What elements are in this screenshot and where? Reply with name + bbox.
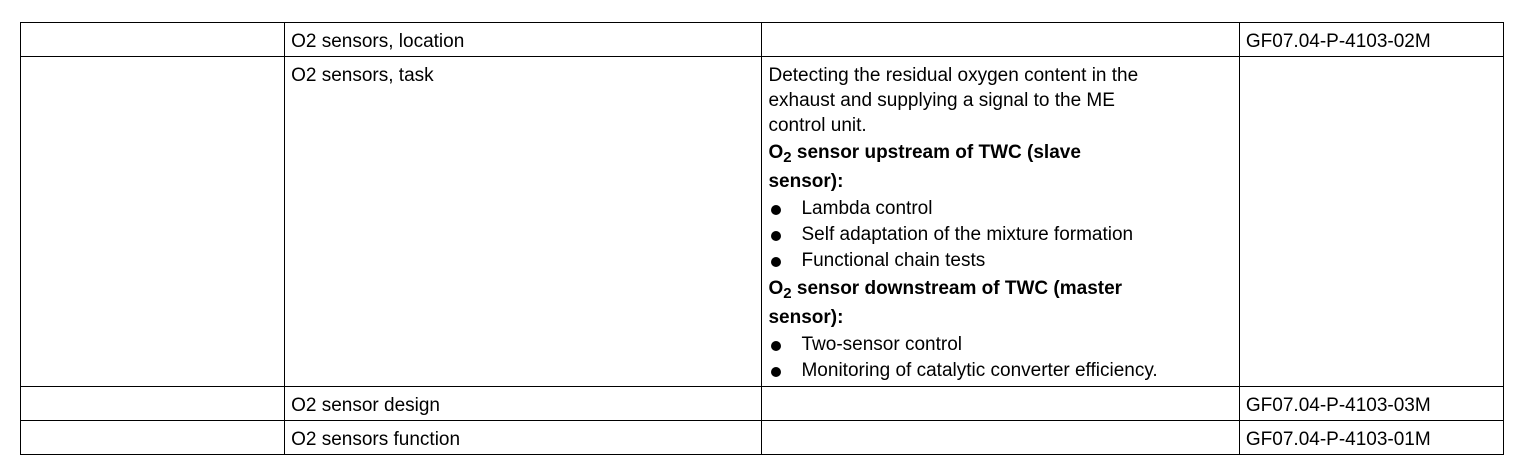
reference-cell: GF07.04-P-4103-02M [1239, 23, 1503, 57]
table-row [21, 23, 1504, 57]
list-item [768, 222, 1232, 248]
document-table [20, 22, 1504, 455]
category-cell [21, 57, 285, 387]
topic-cell: O2 sensor design [285, 387, 762, 421]
bullet-icon [771, 367, 781, 377]
upstream-sensor-heading-line2: sensor): [768, 171, 844, 192]
bullet-icon [771, 231, 781, 241]
reference-cell [1239, 57, 1503, 387]
list-item [768, 332, 1232, 358]
upstream-sensor-heading [768, 138, 1232, 167]
o-letter: O [768, 278, 784, 299]
upstream-bullet-list [768, 196, 1232, 274]
bullet-icon [771, 341, 781, 351]
table-row [21, 421, 1504, 455]
description-cell [762, 57, 1239, 387]
o-letter: O [768, 142, 784, 163]
heading-text: sensor downstream of TWC (master [791, 278, 1123, 299]
description-cell [762, 421, 1239, 455]
list-item-text: Lambda control [801, 198, 933, 219]
subscript-two: 2 [783, 285, 792, 302]
downstream-bullet-list [768, 332, 1232, 384]
table-row [21, 57, 1504, 387]
list-item [768, 248, 1232, 274]
description-cell [762, 387, 1239, 421]
list-item-text: Monitoring of catalytic converter efficiency. [801, 360, 1158, 381]
category-cell [21, 421, 285, 455]
list-item-text: Self adaptation of the mixture formation [801, 224, 1134, 245]
reference-cell: GF07.04-P-4103-03M [1239, 387, 1503, 421]
category-cell [21, 387, 285, 421]
description-cell [762, 23, 1239, 57]
subscript-two: 2 [783, 149, 792, 166]
bullet-icon [771, 205, 781, 215]
heading-text: sensor upstream of TWC (slave [791, 142, 1081, 163]
list-item-text: Functional chain tests [801, 250, 986, 271]
reference-cell: GF07.04-P-4103-01M [1239, 421, 1503, 455]
description-text: exhaust and supplying a signal to the ME [768, 90, 1115, 111]
topic-cell: O2 sensors, task [285, 57, 762, 387]
bullet-icon [771, 257, 781, 267]
downstream-sensor-heading-line2: sensor): [768, 307, 844, 328]
topic-cell: O2 sensors function [285, 421, 762, 455]
list-item-text: Two-sensor control [801, 334, 962, 355]
list-item [768, 358, 1232, 384]
description-text: Detecting the residual oxygen content in the [768, 65, 1139, 86]
table-row [21, 387, 1504, 421]
category-cell [21, 23, 285, 57]
description-text: control unit. [768, 115, 867, 136]
downstream-sensor-heading [768, 274, 1232, 303]
list-item [768, 196, 1232, 222]
topic-cell: O2 sensors, location [285, 23, 762, 57]
